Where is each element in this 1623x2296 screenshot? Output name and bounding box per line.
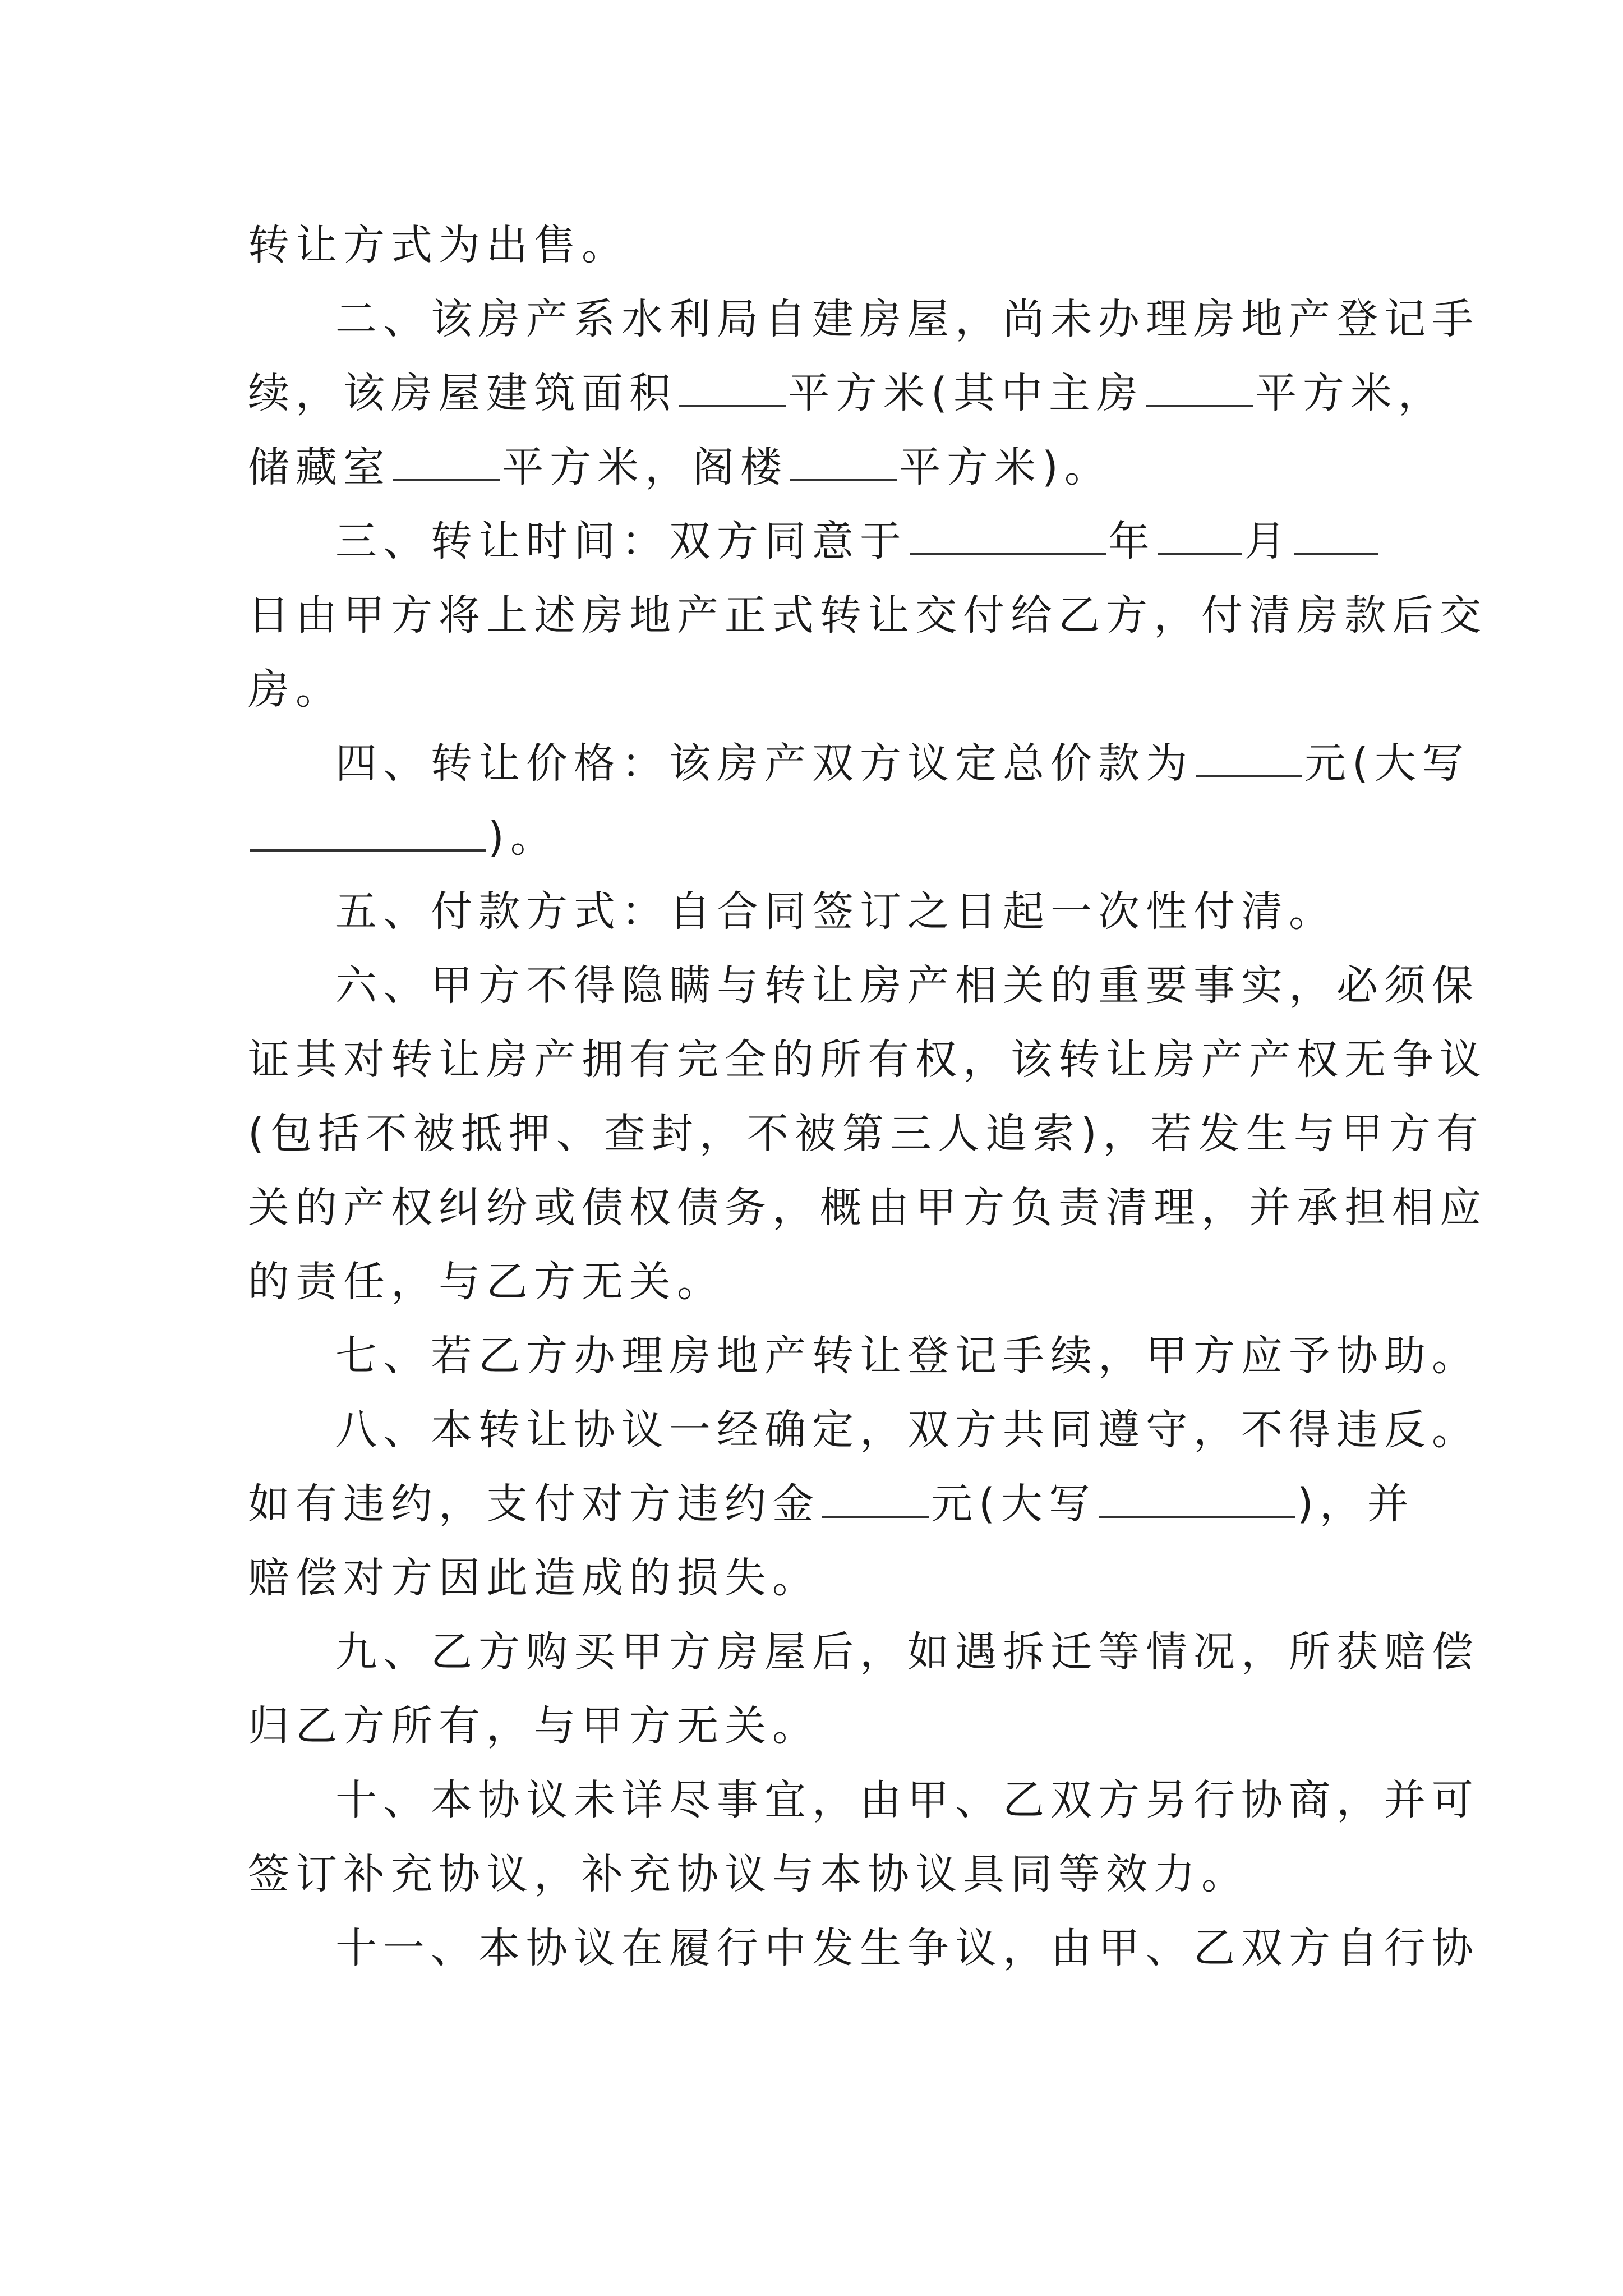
blank-total-price [1196, 739, 1302, 777]
clause-6-line-4: 关的产权纠纷或债权债务，概由甲方负责清理，并承担相应 [248, 1184, 1487, 1232]
clause-8-line-3: 赔偿对方因此造成的损失。 [248, 1554, 820, 1602]
clause-10-line-2: 签订补充协议，补充协议与本协议具同等效力。 [248, 1850, 1249, 1898]
clause-9-line-2: 归乙方所有，与甲方无关。 [248, 1702, 820, 1750]
blank-penalty-capital [1099, 1480, 1295, 1518]
clause-6-line-2: 证其对转让房产拥有完全的所有权，该转让房产产权无争议 [248, 1036, 1487, 1084]
clause-3-line-1: 三、转让时间：双方同意于 年 月 [335, 508, 1381, 575]
clause-7-line-1: 七、若乙方办理房地产转让登记手续，甲方应予协助。 [335, 1332, 1479, 1380]
clause-2-line-2: 续，该房屋建筑面积 平方米(其中主房 平方米， [248, 369, 1446, 417]
clause-10-line-1: 十、本协议未详尽事宜，由甲、乙双方另行协商，并可 [335, 1776, 1479, 1824]
blank-day [1294, 517, 1378, 555]
clause-3-line-2: 日由甲方将上述房地产正式转让交付给乙方，付清房款后交 [248, 591, 1487, 639]
clause-8-line-1: 八、本转让协议一经确定，双方共同遵守，不得违反。 [335, 1406, 1479, 1454]
blank-penalty-amount [822, 1480, 929, 1518]
clause-2-line-1: 二、该房产系水利局自建房屋，尚未办理房地产登记手 [335, 295, 1479, 343]
blank-month [1158, 517, 1242, 555]
blank-total-price-capital [250, 813, 486, 852]
clause-3-line-3: 房。 [248, 665, 343, 714]
blank-main-room-area [1146, 369, 1253, 407]
clause-4-line-2: )。 [248, 804, 558, 871]
clause-5-line-1: 五、付款方式：自合同签订之日起一次性付清。 [335, 887, 1336, 936]
text-line: 转让方式为出售。 [248, 221, 629, 269]
blank-attic-area [790, 443, 897, 481]
clause-6-line-5: 的责任，与乙方无关。 [248, 1258, 725, 1306]
clause-2-line-3: 储藏室 平方米，阁楼 平方米)。 [248, 443, 1112, 491]
clause-6-line-1: 六、甲方不得隐瞒与转让房产相关的重要事实，必须保 [335, 961, 1479, 1010]
clause-6-line-3: (包括不被抵押、查封，不被第三人追索)，若发生与甲方有 [248, 1110, 1484, 1158]
blank-building-area [679, 369, 786, 407]
clause-11-line-1: 十一、本协议在履行中发生争议，由甲、乙双方自行协 [335, 1924, 1479, 1972]
clause-9-line-1: 九、乙方购买甲方房屋后，如遇拆迁等情况，所获赔偿 [335, 1628, 1479, 1676]
blank-year [910, 517, 1106, 555]
clause-4-line-1: 四、转让价格：该房产双方议定总价款为 元(大写 [335, 739, 1470, 788]
clause-8-line-2: 如有违约，支付对方违约金 元(大写 )，并 [248, 1480, 1415, 1528]
blank-storage-area [393, 443, 500, 481]
